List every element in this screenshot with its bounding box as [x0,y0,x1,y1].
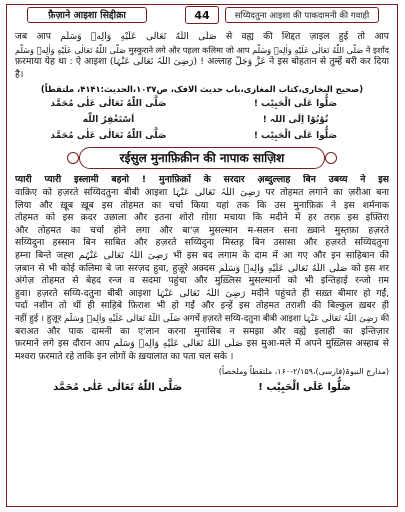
text-line: फ़रमाया येह था : ऐ आइशा (رَضِیَ اللّٰہُ تَعَالٰی عَنْہَا) ! अल्लाह عَزَّ وَجَلَّ ने इस बोहतान से तुम्हें बरी कर दिया [15,56,389,68]
duruud-line: صَلُّوا عَلَی الْحَبِیْب ! [253,99,338,110]
section-heading [67,147,337,169]
duruud-line: اَسْتَغْفِرُ اللّٰه [82,115,135,126]
text-line: अंगेज़ तोहमत से बेहद रन्ज व सदमा पहुंचा और मुख़्लिस मुसल्मानों को भी इन्तिहाई रन्जो ग़म [15,275,389,287]
text-line: صَلَّى اللّٰهُ تَعَالٰى عَلَيْهِ وَاٰلِهٖ وَسَلَّم मुस्कुराने लगे और पहला कलिमा जो आप صَلَّى اللّٰهُ تَعَالٰى عَلَيْهِ وَاٰلِهٖ وَسَلَّم ने इर्शाद [15,44,389,55]
section-title: रईसुल मुनाफ़िक़ीन की नापाक साज़िश [79,147,325,169]
text-line: वाक़िए को हज़रते सय्यिदतुना बीबी आइशा رَضِیَ اللّٰہُ تَعَالٰی عَنْہَا पर तोहमत लगाने का ज़रीआ बना [15,186,389,198]
page-number: 44 [185,6,219,24]
page-header [7,5,397,27]
reference-citation: (مدارج النبوۃ(فارسی)،۲/۱۵۹-۱۶۰، ملتقطاً وملخصاً) [218,367,389,377]
text-line: और तोहमत का चर्चा होने लगा और बा'ज़ मुसल्मान म-सलन सना ख़्वाने मुस्त़फ़ा हज़रते [15,224,389,236]
text-line: नहीं हुई । हुज़ूर صَلَّى اللّٰهُ تَعَالٰى عَلَيْهِ وَاٰلِهٖ وَسَلَّم अगर्चे हज़रते सय्यि-दतुना बीबी आइशा رَضِیَ اللّٰہُ تَعَالٰی عَنْہَا की [15,313,389,324]
text-line: तोहमत को इस क़दर उछाला और इतना शोरो ग़ोग़ा मचाया कि मदीने में हर तरफ़ इस इफ़्तिरा [15,212,389,224]
book-title: फ़ैज़ाने आइशा सिद्दीक़ा [27,7,147,23]
text-line: लिया और ख़ूब ख़ूब इस तोहमत का चर्चा किया यहां तक कि उस मुनाफ़िक़ ने इस शर्मनाक [15,199,389,211]
text-line: फ़रमाने लगे इस दौरान आप صَلَّى اللّٰهُ تَعَالٰى عَلَيْهِ وَاٰلِهٖ وَسَلَّم इस मुआ-मले में अपने मुख़्लिस अस्हाब से [15,338,389,350]
duruud-block [15,97,389,143]
text-line: पर्दा नशीन तो थीं ही साहिबे फ़िराश भी हो गईं और इन्हें इस तोहमत तराशी की बिल्कुल ख़बर ही [15,300,389,312]
duruud-line: صَلَّى اللّٰهُ تَعَالٰى عَلٰى مُحَمَّد [53,382,183,394]
text-line: है। [15,68,24,80]
ornament-icon [325,152,337,164]
ornament-icon [67,152,79,164]
text-line: हुवा। हज़रते सय्यि-दतुना बीबी आइशा رَضِیَ اللّٰہُ تَعَالٰی عَنْہَا मदीने पहुंचते ही सख़्त बीमार हो गईं, [15,287,389,299]
text-line: जब आप صَلَّى اللّٰهُ تَعَالٰى عَلَيْهِ وَاٰلِهٖ وَسَلَّم से वह्य की शिद्दत ज़ाइल हुई तो आप [15,31,389,42]
page-body [15,31,389,393]
text-line: ज़बान से भी कोई कलिमा बे जा सरज़द हुवा, हुज़ूरे अक़्दस صَلَّى اللّٰهُ تَعَالٰى عَلَيْهِ وَاٰلِهٖ وَسَلَّم को इस शर [15,262,389,274]
text-line: मश्वरा फ़रमाते रहे ताकि इन लोगों के ख़यालात का पता चल सके । [15,350,234,362]
reference-citation: (صحیح البخاری،کتاب المغازی،باب حدیث الافک، ص۱۰۳۷،الحدیث:۴۱۴۱، ملتقطاً) [40,84,364,95]
duruud-line: صَلَّى اللّٰهُ تَعَالٰى عَلٰى مُحَمَّد [50,99,167,110]
text-line: हम्ना बिन्ते जह्श رَضِیَ اللّٰہُ تَعَالٰی عَنْہُم भी इस बद लगाम के दाम में आ गए और इन साहिबान की [15,249,389,261]
duruud-line: تُوْبُوْا اِلَی اللہ ! [262,115,329,126]
footer-duruud [15,382,389,393]
duruud-line: صَلَّى اللّٰهُ تَعَالٰى عَلٰى مُحَمَّد [50,131,167,142]
text-line: प्यारी प्यारी इस्लामी बहनो ! मुनाफ़िक़ों के सरदार अ़ब्दुल्लाह बिन उबय्य ने इस [15,174,389,186]
duruud-line: صَلُّوا عَلَی الْحَبِیْب ! [258,382,351,394]
text-line: बराअत और पाक दामनी का ए'लान करना मुनासिब न समझा और वह्ये इलाही का इन्तिज़ार [15,325,389,337]
book-page [6,4,398,507]
duruud-line: صَلُّوا عَلَی الْحَبِیْب ! [253,131,338,142]
text-line: सय्यिदुना हस्सान बिन साबित और हज़रते सय्यिदुना मिस्तह़ बिन उसासा और हज़रते सय्यिदतुना [15,237,389,249]
chapter-title: सय्यिदतुना आइशा की पाकदामनी की गवाही [225,7,379,23]
